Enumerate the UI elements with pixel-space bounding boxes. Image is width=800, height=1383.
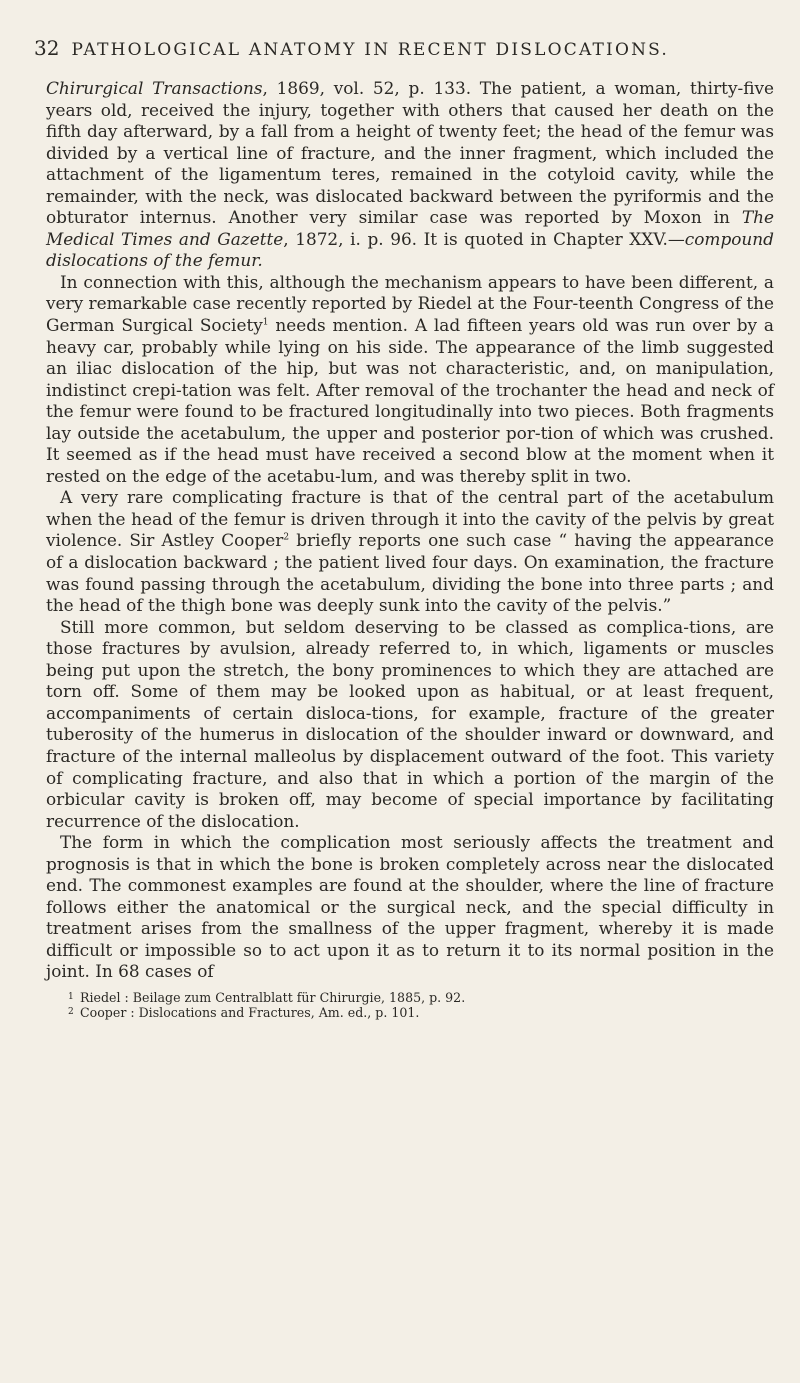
text-segment: The Medical Times and Gazette (46, 207, 774, 249)
book-page (34, 36, 774, 1020)
text-segment: The form in which the complication most seriously affects the treatment and prognosis is that in which the bone is broken completely across near the dislocated end. The commonest examples are found at the shoulder, where the line of fracture follows either the anatomical or the surgical neck, and the special difficulty in treatment arises from the smallness of the upper fragment, whereby it is made difficult or impossible so to act upon it as to return it to its normal position in the joint. In 68 cases of (46, 832, 774, 982)
paragraph (46, 832, 774, 983)
paragraph (46, 487, 774, 616)
footnote (68, 1005, 774, 1020)
footnote-reference: 1 (262, 317, 269, 328)
paragraph (46, 272, 774, 487)
footnotes (34, 990, 774, 1020)
footnote-reference: 2 (283, 532, 290, 543)
paragraph (46, 617, 774, 832)
footnote (68, 990, 774, 1005)
paragraph (46, 78, 774, 272)
text-segment: Still more common, but seldom deserving to be classed as complica-tions, are those fractures by avulsion, already referred to, in which, ligaments or muscles being put upon the stretch, the bony prominences to which they are attached are torn off. Some of them may be looked upon as habitual, or at least frequent, accompaniments of certain disloca-tions, for example, fracture of the greater tuberosity of the humerus in dislocation of the shoulder inward or downward, and fracture of the internal malleolus by displacement outward of the foot. This variety of complicating fracture, and also that in which a portion of the margin of the orbicular cavity is broken off, may become of special importance by facilitating recurrence of the dislocation. (46, 616, 774, 831)
text-segment: needs mention. A lad fifteen years old was run over by a heavy car, probably while lying on his side. The appearance of the limb suggested an iliac dislocation of the hip, but was not characteristic, and, on manipulation, indistinct crepi-tation was felt. After removal of the trochanter the head and neck of the femur were found to be fractured longitudinally into two pieces. Both fragments lay outside the acetabulum, the upper and posterior por-tion of which was crushed. It seemed as if the head must have received a second blow at the moment when it rested on the edge of the acetabu-lum, and was thereby split in two. (46, 315, 774, 486)
footnote-mark: 1 (68, 991, 74, 1002)
footnote-text: Riedel : Beilage zum Centralblatt für Chirurgie, 1885, p. 92. (80, 989, 466, 1005)
text-segment: compound dislocations of the femur. (46, 228, 774, 271)
footnote-mark: 2 (68, 1006, 74, 1017)
text-segment: , 1869, vol. 52, p. 133. The patient, a woman, thirty-five years old, received the injury, together with others that caused her death on the fifth day afterward, by a fall from a height of twenty feet; the head of the femur was divided by a vertical line of fracture, and the inner fragment, which included the attachment of the ligamentum teres, remained in the cotyloid cavity, while the remainder, with the neck, was dislocated backward between the pyriformis and the obturator internus. Another very similar case was reported by Moxon in (46, 78, 774, 228)
text-segment: A very rare complicating fracture is that of the central part of the acetabulum when the head of the femur is driven through it into the cavity of the pelvis by great violence. Sir Astley Cooper (46, 487, 774, 551)
running-title: PATHOLOGICAL ANATOMY IN RECENT DISLOCATIONS. (71, 40, 670, 60)
footnote-text: Cooper : Dislocations and Fractures, Am. ed., p. 101. (80, 1004, 420, 1020)
text-segment: , 1872, i. p. 96. It is quoted in Chapter XXV.— (283, 228, 685, 249)
body-text (34, 78, 774, 983)
text-segment: In connection with this, although the mechanism appears to have been different, a very remarkable case recently reported by Riedel at the Four-teenth Congress of the German Surgical Society (46, 271, 774, 336)
page-number: 32 (34, 36, 60, 60)
text-segment: briefly reports one such case “ having the appearance of a dislocation backward ; the patient lived four days. On examination, the fracture was found passing through the acetabulum, dividing the bone into three parts ; and the head of the thigh bone was deeply sunk into the cavity of the pelvis.” (46, 530, 774, 616)
text-segment: Chirurgical Transactions (46, 78, 263, 98)
running-header (34, 36, 774, 60)
